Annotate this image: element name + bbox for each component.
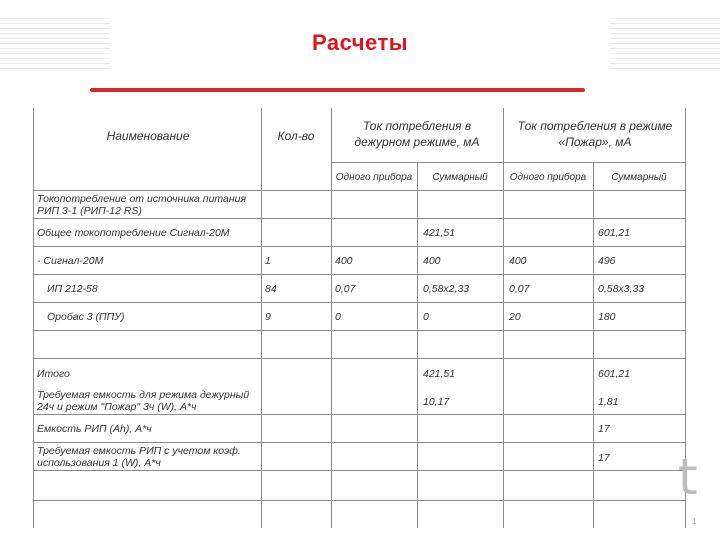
table-cell-name: Токопотребление от источника питания РИП 3-1 (РИП-12 RS) — [37, 193, 247, 217]
table-cell-name: Требуемая емкость для режима дежурный 24ч и режим "Пожар" 3ч (W), А*ч — [37, 389, 250, 413]
table-border-left — [33, 108, 34, 528]
subheader-fire-total: Суммарный — [611, 172, 667, 183]
header-fire-current: Ток потребления в режиме «Пожар», мА — [517, 119, 673, 149]
header-qty: Кол-во — [277, 129, 315, 143]
table-cell-fire-single: 20 — [509, 311, 521, 323]
table-cell-fire-total: 180 — [598, 311, 616, 323]
table-cell-name: ИП 212-58 — [47, 283, 98, 295]
column-divider — [593, 162, 594, 528]
table-cell-qty: 9 — [265, 311, 271, 323]
page-number: 1 — [692, 517, 697, 526]
row-divider — [33, 470, 685, 471]
table-cell-name: Общее токопотребление Сигнал-20М — [37, 227, 230, 239]
table-cell-fire-total: 17 — [598, 452, 610, 464]
calculation-table — [33, 108, 686, 528]
title-underline — [90, 88, 585, 92]
table-cell-qty: 1 — [265, 255, 271, 267]
subheader-standby-single: Одного прибора — [335, 172, 413, 183]
column-divider — [417, 162, 418, 528]
header-standby-current: Ток потребления в дежурном режиме, мА — [354, 119, 480, 149]
table-cell-standby-total: 421,51 — [423, 368, 456, 380]
table-cell-standby-total: 10,17 — [423, 396, 450, 408]
row-divider — [331, 162, 685, 163]
table-cell-name: Требуемая емкость РИП с учетом коэф. использования 1 (W), А*ч — [37, 445, 241, 469]
table-cell-name: Оробас 3 (ППУ) — [47, 311, 125, 323]
table-cell-standby-total: 421,51 — [423, 227, 456, 239]
subheader-fire-single: Одного прибора — [509, 172, 587, 183]
table-cell-fire-single: 400 — [509, 255, 527, 267]
row-divider — [33, 500, 685, 501]
table-cell-name: Емкость РИП (Ah), А*ч — [37, 423, 152, 435]
table-cell-fire-total: 17 — [598, 423, 610, 435]
column-divider — [503, 108, 504, 528]
table-cell-fire-total: 0,58х3,33 — [598, 283, 645, 295]
row-divider — [33, 246, 685, 247]
table-cell-qty: 84 — [265, 283, 277, 295]
table-cell-fire-total: 601,21 — [598, 368, 631, 380]
row-divider — [33, 358, 685, 359]
slide-title: Расчеты — [311, 30, 409, 55]
row-divider — [33, 190, 685, 191]
table-cell-fire-total: 496 — [598, 255, 616, 267]
table-cell-standby-single: 0,07 — [335, 283, 356, 295]
decorative-letter: t — [678, 448, 698, 506]
column-divider — [261, 108, 262, 528]
table-cell-standby-total: 0 — [423, 311, 429, 323]
subheader-standby-total: Суммарный — [432, 172, 488, 183]
column-divider — [331, 108, 332, 528]
table-cell-fire-total: 601,21 — [598, 227, 631, 239]
table-cell-standby-single: 0 — [335, 311, 341, 323]
row-divider — [33, 442, 685, 443]
table-cell-standby-single: 400 — [335, 255, 353, 267]
table-cell-standby-total: 0,58х2,33 — [423, 283, 470, 295]
row-divider — [33, 274, 685, 275]
table-cell-name: Итого — [37, 368, 70, 380]
table-cell-standby-total: 400 — [423, 255, 441, 267]
table-cell-fire-total: 1,81 — [598, 396, 619, 408]
row-divider — [33, 330, 685, 331]
row-divider — [33, 414, 685, 415]
row-divider — [33, 218, 685, 219]
header-name: Наименование — [106, 129, 190, 143]
row-divider — [33, 302, 685, 303]
table-cell-name: - Сигнал-20М — [37, 255, 104, 267]
table-cell-fire-single: 0,07 — [509, 283, 530, 295]
